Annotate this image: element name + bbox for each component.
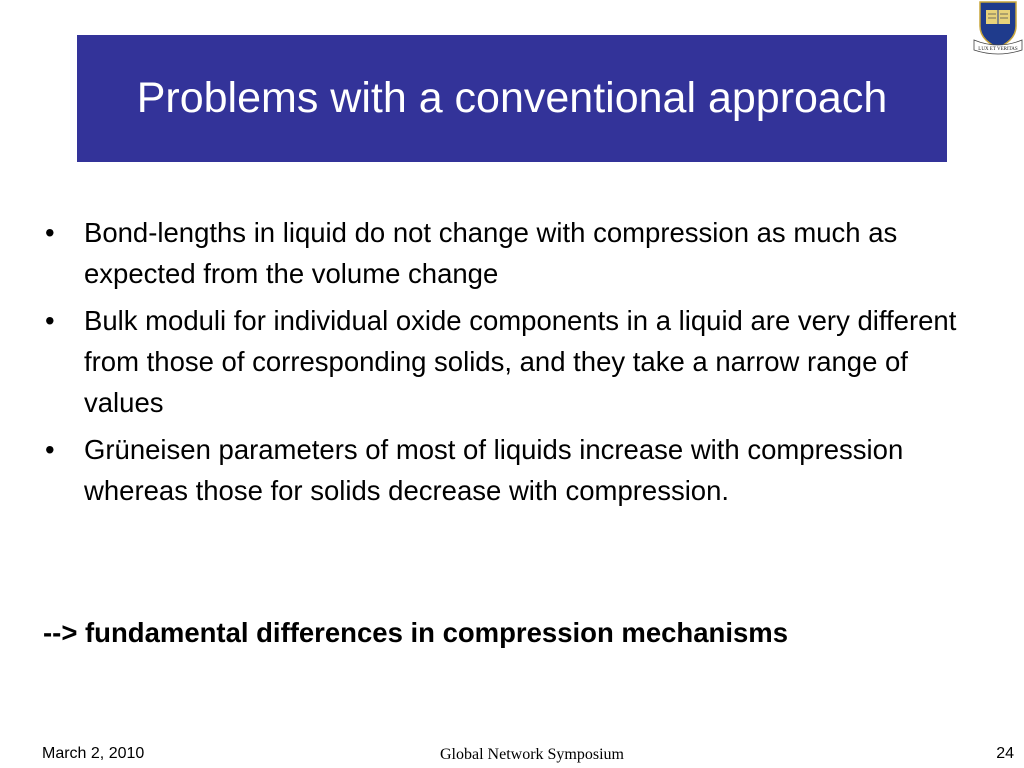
footer-date: March 2, 2010 <box>42 745 145 762</box>
bullet-item <box>40 429 980 511</box>
bullet-text: Grüneisen parameters of most of liquids increase with compression whereas those for solids decrease with compression. <box>84 434 904 506</box>
bullet-list <box>40 212 980 517</box>
bullet-glyph: • <box>45 305 55 336</box>
bullet-item <box>40 212 980 294</box>
footer-event: Global Network Symposium <box>440 746 624 763</box>
title-bar <box>77 35 947 162</box>
bullet-glyph: • <box>45 434 55 465</box>
page-number: 24 <box>996 745 1014 762</box>
conclusion-text: --> fundamental differences in compression mechanisms <box>43 617 788 648</box>
bullet-item <box>40 300 980 423</box>
bullet-text: Bulk moduli for individual oxide components in a liquid are very different from those of corresponding solids, and they take a narrow range of values <box>84 305 957 418</box>
slide-title: Problems with a conventional approach <box>136 74 888 122</box>
university-shield-logo <box>972 0 1024 60</box>
bullet-glyph: • <box>45 217 55 248</box>
bullet-text: Bond-lengths in liquid do not change with compression as much as expected from the volume change <box>84 217 898 289</box>
logo-banner-text: LUX ET VERITAS <box>978 47 1018 52</box>
